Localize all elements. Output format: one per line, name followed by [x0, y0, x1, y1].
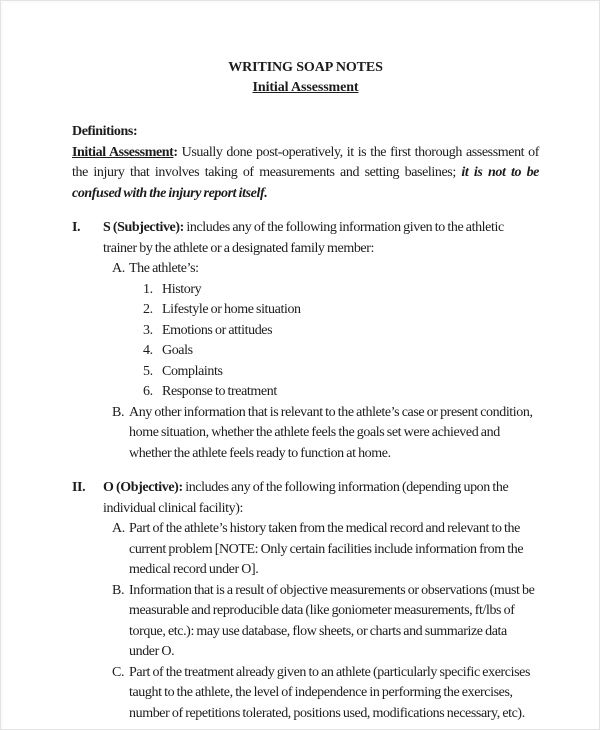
section-intro [103, 218, 539, 259]
sub-list-item-marker: 2. [143, 302, 153, 317]
section-subjective [72, 218, 539, 464]
sub-list-item-marker: 1. [143, 281, 153, 297]
title-block [72, 58, 539, 98]
list-item [112, 581, 539, 663]
list-item [112, 663, 539, 725]
list-item-text: Information that is a result of objective measurements or observations (must be measurable and reproducible data (like goniometer measurements, ft/lbs of torque, etc.): may use database, flow sheets, or charts and summarize data under O. [129, 582, 535, 659]
definition-term: Initial Assessment [72, 144, 174, 160]
sub-list-item-marker: 6. [143, 384, 153, 399]
section-label: O (Objective): [103, 480, 183, 495]
definitions-heading: Definitions: [72, 124, 138, 139]
section-heading [72, 478, 539, 519]
list-item-text: Part of the athlete’s history taken from the medical record and relevant to the current problem [NOTE: Only certain facilities include information from the medical record under O]. [129, 521, 524, 577]
sub-list-item-marker: 4. [143, 343, 153, 358]
document-title: WRITING SOAP NOTES [228, 60, 383, 75]
section-intro [103, 478, 539, 519]
sub-list-item [143, 321, 539, 342]
section-numeral: I. [72, 220, 81, 235]
list-item-marker: B. [112, 582, 125, 598]
list-item [112, 403, 539, 465]
definitions-block [72, 122, 539, 204]
section-label: S (Subjective): [103, 220, 184, 235]
sub-list-item [143, 341, 539, 362]
sub-list-item [143, 280, 539, 301]
definition-emphasis-text: it is not to be confused with the injury report itself. [72, 165, 539, 201]
sub-list-item-text: Emotions or attitudes [162, 322, 273, 338]
sub-list-item-text: Response to treatment [162, 384, 277, 399]
list-item-marker: C. [112, 664, 125, 680]
sub-list-item-marker: 5. [143, 363, 153, 379]
sub-list-item-text: Goals [162, 343, 193, 358]
sub-list-item-marker: 3. [143, 322, 153, 338]
section-heading [72, 218, 539, 259]
section-objective [72, 478, 539, 724]
sub-list-item-text: Lifestyle or home situation [162, 302, 301, 317]
list-item [112, 519, 539, 581]
list-item-text: The athlete’s: [129, 261, 199, 276]
list-item-marker: B. [112, 404, 125, 420]
section-intro-text: includes any of the following information given to the athletic trainer by the athlete or a designated family member: [103, 220, 504, 256]
sub-list-item [143, 362, 539, 383]
list-item-marker: A. [112, 261, 125, 276]
sub-list-item-text: Complaints [162, 363, 223, 379]
definition-paragraph [72, 143, 539, 205]
list-item-text: Part of the treatment already given to an athlete (particularly specific exercises taught to the athlete, the level of independence in performing the exercises, number of repetitions tolerated, positions used, modifications necessary, etc). [129, 664, 531, 721]
sub-list-item-text: History [162, 281, 202, 297]
document-subtitle: Initial Assessment [252, 80, 359, 95]
sub-list-item [143, 382, 539, 403]
list-item-marker: A. [112, 521, 125, 536]
definition-body-text: Usually done post-operatively, it is the first thorough assessment of the injury that involves taking of measurements and setting baselines; [72, 144, 540, 180]
list-item [112, 259, 539, 280]
definition-term-colon: : [173, 144, 178, 160]
section-numeral: II. [72, 480, 86, 495]
section-intro-text: includes any of the following information (depending upon the individual clinical facility): [103, 480, 509, 516]
sub-list-item [143, 300, 539, 321]
list-item-text: Any other information that is relevant to the athlete’s case or present condition, home situation, whether the athlete feels the goals set were achieved and whether the athlete feels ready to function at home. [129, 404, 533, 461]
